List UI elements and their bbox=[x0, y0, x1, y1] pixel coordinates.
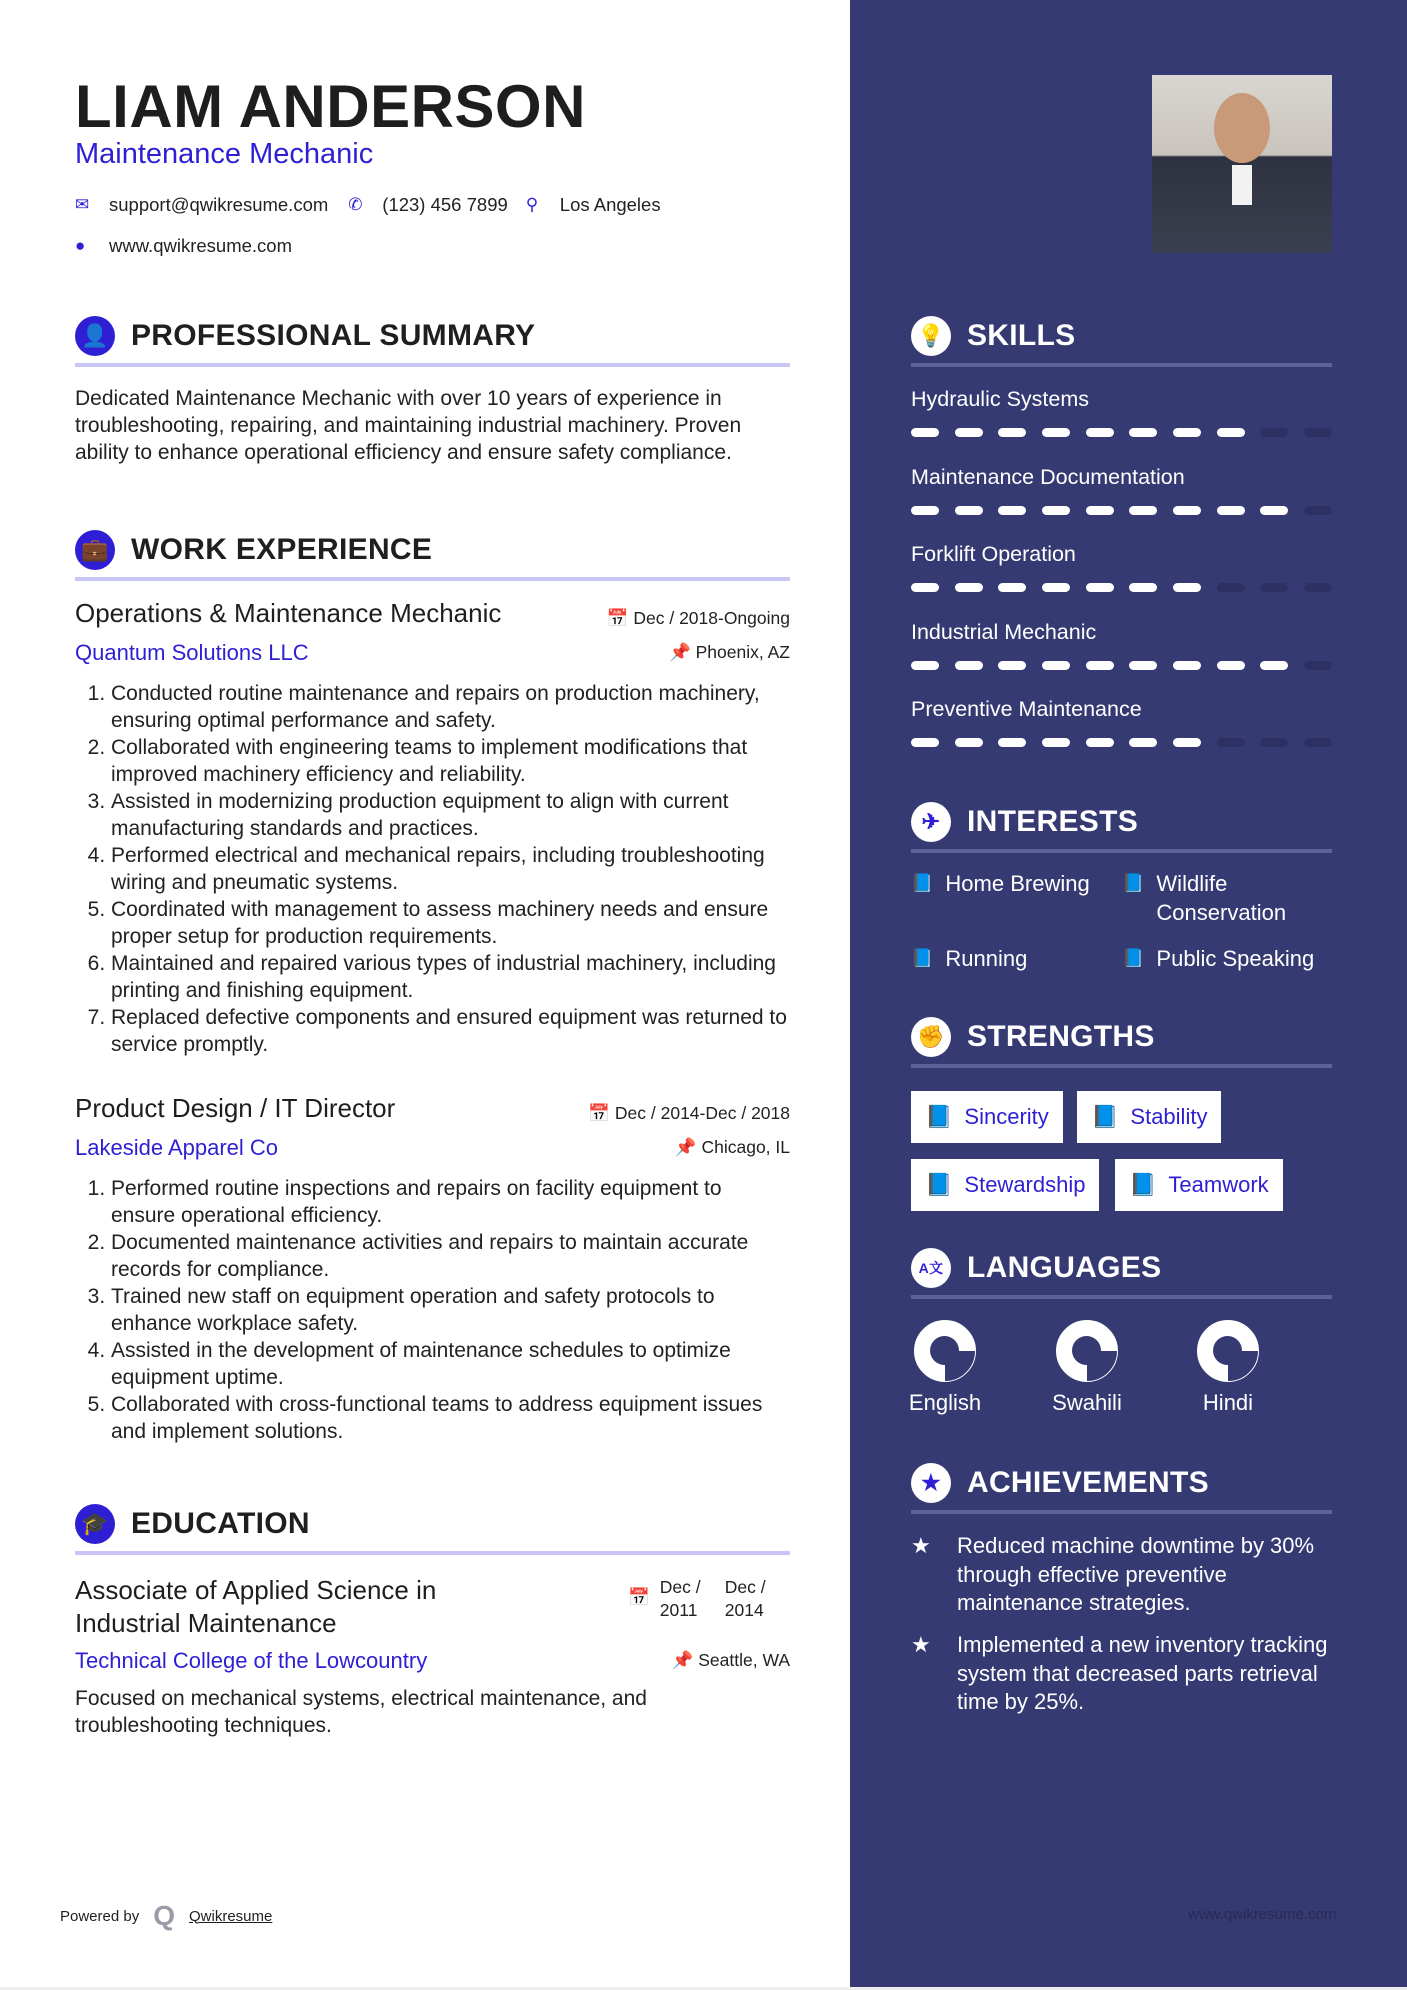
book-icon: 📘 bbox=[1129, 1172, 1157, 1197]
skill-item bbox=[911, 387, 1332, 465]
summary-text: Dedicated Maintenance Mechanic with over 10 years of experience in troubleshooting, repairing, and maintaining industrial machinery. Proven ability to enhance operational efficiency and ensure safety compliance. bbox=[75, 387, 742, 464]
job-location: 📌 Chicago, IL bbox=[674, 1137, 790, 1157]
skill-level-dash bbox=[911, 661, 939, 670]
skill-level-dash bbox=[1129, 506, 1157, 515]
skill-level-dash bbox=[955, 583, 983, 592]
school: Technical College of the Lowcountry bbox=[75, 1648, 428, 1673]
skill-level-dash bbox=[1129, 428, 1157, 437]
skill-item bbox=[911, 542, 1332, 620]
summary-heading: 👤 PROFESSIONAL SUMMARY bbox=[75, 316, 535, 356]
divider bbox=[911, 1295, 1332, 1299]
calendar-icon: 📅 bbox=[606, 608, 634, 628]
globe-icon: ● bbox=[75, 236, 86, 255]
skill-level-dash bbox=[911, 583, 939, 592]
skill-level-dash bbox=[1086, 661, 1114, 670]
job-location: 📌 Phoenix, AZ bbox=[668, 642, 790, 662]
education-heading: 🎓 EDUCATION bbox=[75, 1504, 310, 1544]
skill-item bbox=[911, 465, 1332, 543]
skill-level-bar bbox=[911, 661, 1332, 670]
paper-plane-icon: ✈ bbox=[911, 802, 951, 842]
website[interactable]: www.qwikresume.com bbox=[109, 235, 292, 256]
divider bbox=[911, 1064, 1332, 1068]
job-date: 📅 Dec / 2014-Dec / 2018 bbox=[588, 1103, 790, 1123]
location: Los Angeles bbox=[559, 194, 661, 215]
bullet-item: 3. Trained new staff on equipment operation and safety protocols to enhance workplace safety. bbox=[111, 1283, 790, 1337]
star-icon: ★ bbox=[911, 1533, 931, 1558]
profile-photo bbox=[1152, 75, 1332, 253]
skill-name: Hydraulic Systems bbox=[911, 387, 1090, 411]
bullet-item: 2. Documented maintenance activities and repairs to maintain accurate records for compliance. bbox=[111, 1229, 790, 1283]
job-title: Product Design / IT Director bbox=[75, 1093, 396, 1123]
language-name: Hindi bbox=[1202, 1390, 1254, 1415]
qwikresume-link[interactable]: Qwikresume bbox=[189, 1907, 273, 1925]
skill-level-dash bbox=[998, 428, 1026, 437]
skill-level-dash bbox=[1086, 506, 1114, 515]
language-level-ring bbox=[1056, 1320, 1118, 1382]
book-icon: 📘 bbox=[925, 1104, 953, 1129]
bullet-item: 5. Collaborated with cross-functional teams to address equipment issues and implement solutions. bbox=[111, 1391, 790, 1445]
pin-icon: 📌 bbox=[671, 1650, 699, 1670]
skill-level-dash bbox=[911, 738, 939, 747]
skill-level-dash bbox=[1260, 428, 1288, 437]
language-level-ring bbox=[1197, 1320, 1259, 1382]
skill-level-dash bbox=[1304, 738, 1332, 747]
phone-icon: ✆ bbox=[348, 195, 363, 214]
skill-level-dash bbox=[1260, 583, 1288, 592]
strength-tag: 📘 Sincerity bbox=[911, 1091, 1063, 1143]
job-entry bbox=[75, 1093, 790, 1445]
strength-tag: 📘 Stability bbox=[1077, 1091, 1221, 1143]
skill-level-dash bbox=[1086, 428, 1114, 437]
interest-item: 📘 Running bbox=[911, 946, 1028, 971]
skill-level-dash bbox=[1173, 661, 1201, 670]
envelope-icon: ✉ bbox=[75, 195, 90, 214]
skill-level-dash bbox=[1260, 506, 1288, 515]
skill-level-dash bbox=[1042, 661, 1070, 670]
skill-level-dash bbox=[1217, 738, 1245, 747]
skill-level-dash bbox=[1217, 661, 1245, 670]
pin-icon: 📌 bbox=[674, 1137, 702, 1157]
skill-level-dash bbox=[955, 738, 983, 747]
skill-level-dash bbox=[998, 506, 1026, 515]
skill-level-dash bbox=[1129, 583, 1157, 592]
star-icon: ★ bbox=[911, 1632, 931, 1657]
bullet-item: 5. Coordinated with management to assess machinery needs and ensure proper setup for production requirements. bbox=[111, 896, 790, 950]
skill-level-dash bbox=[955, 506, 983, 515]
education-dates: 📅 Dec / 2011 Dec / 2014 bbox=[628, 1577, 766, 1620]
skill-name: Forklift Operation bbox=[911, 542, 1076, 566]
divider bbox=[75, 577, 790, 581]
briefcase-icon: 💼 bbox=[75, 530, 115, 570]
calendar-icon: 📅 bbox=[628, 1587, 650, 1607]
strength-tag: 📘 Stewardship bbox=[911, 1159, 1099, 1211]
achievement-item: ★ Implemented a new inventory tracking system that decreased parts retrieval time by 25%. bbox=[911, 1631, 1331, 1717]
skill-level-dash bbox=[1173, 506, 1201, 515]
skill-level-dash bbox=[1304, 661, 1332, 670]
bullet-item: 2. Collaborated with engineering teams to implement modifications that improved machinery efficiency and reliability. bbox=[111, 734, 790, 788]
skill-level-dash bbox=[998, 738, 1026, 747]
skill-level-dash bbox=[998, 661, 1026, 670]
skill-level-dash bbox=[955, 661, 983, 670]
education-location: 📌 Seattle, WA bbox=[671, 1650, 790, 1670]
skills-list bbox=[911, 387, 1332, 775]
achievements-heading: ★ ACHIEVEMENTS bbox=[911, 1463, 1209, 1503]
skill-level-dash bbox=[1304, 428, 1332, 437]
skill-level-dash bbox=[1042, 583, 1070, 592]
divider bbox=[911, 1510, 1332, 1514]
book-icon: 📘 bbox=[1122, 948, 1145, 968]
interest-item: 📘 Home Brewing bbox=[911, 871, 1090, 896]
job-entry bbox=[75, 598, 790, 1058]
degree: Associate of Applied Science in Industrial Maintenance bbox=[75, 1575, 437, 1638]
interest-item: 📘 Wildlife Conservation bbox=[1122, 871, 1287, 925]
footer-site[interactable]: www.qwikresume.com bbox=[1188, 1906, 1337, 1923]
skill-level-dash bbox=[1304, 506, 1332, 515]
skill-level-dash bbox=[1217, 506, 1245, 515]
skill-level-dash bbox=[1129, 738, 1157, 747]
skill-level-dash bbox=[1304, 583, 1332, 592]
skill-level-dash bbox=[911, 506, 939, 515]
company: Lakeside Apparel Co bbox=[75, 1135, 279, 1160]
language-name: Swahili bbox=[1052, 1390, 1122, 1415]
skill-level-dash bbox=[955, 428, 983, 437]
interests-heading: ✈ INTERESTS bbox=[911, 802, 1138, 842]
education-description: Focused on mechanical systems, electrical maintenance, and troubleshooting techniques. bbox=[75, 1687, 647, 1737]
skill-level-dash bbox=[1260, 738, 1288, 747]
skill-level-dash bbox=[1042, 506, 1070, 515]
divider bbox=[75, 1551, 790, 1555]
book-icon: 📘 bbox=[925, 1172, 953, 1197]
translate-icon: A文 bbox=[911, 1248, 951, 1288]
language-name: English bbox=[908, 1390, 982, 1415]
candidate-title: Maintenance Mechanic bbox=[75, 138, 374, 170]
skill-level-dash bbox=[1173, 738, 1201, 747]
bullet-item: 7. Replaced defective components and ensured equipment was returned to service promptly. bbox=[111, 1004, 790, 1058]
skill-level-bar bbox=[911, 428, 1332, 437]
language-level-ring bbox=[914, 1320, 976, 1382]
skill-name: Maintenance Documentation bbox=[911, 464, 1185, 489]
bullet-item: 1. Conducted routine maintenance and repairs on production machinery, ensuring optimal performance and safety. bbox=[111, 680, 790, 734]
skill-level-dash bbox=[1086, 738, 1114, 747]
bullet-item: 6. Maintained and repaired various types of industrial machinery, including printing and finishing equipment. bbox=[111, 950, 790, 1004]
interest-item: 📘 Public Speaking bbox=[1122, 946, 1315, 971]
skill-level-dash bbox=[1217, 583, 1245, 592]
book-icon: 📘 bbox=[1122, 873, 1145, 893]
qwikresume-logo-icon: Q bbox=[153, 1900, 175, 1931]
skill-level-dash bbox=[1173, 583, 1201, 592]
skill-level-dash bbox=[1129, 661, 1157, 670]
email[interactable]: support@qwikresume.com bbox=[109, 194, 329, 215]
bullet-item: 4. Assisted in the development of maintenance schedules to optimize equipment uptime. bbox=[111, 1337, 790, 1391]
skill-name: Industrial Mechanic bbox=[911, 619, 1097, 644]
star-badge-icon: ★ bbox=[911, 1463, 951, 1503]
strength-tag: 📘 Teamwork bbox=[1115, 1159, 1283, 1211]
divider bbox=[75, 363, 790, 367]
calendar-icon: 📅 bbox=[588, 1103, 615, 1123]
skill-level-dash bbox=[1086, 583, 1114, 592]
achievement-item: ★ Reduced machine downtime by 30% through effective preventive maintenance strategies. bbox=[911, 1532, 1331, 1618]
book-icon: 📘 bbox=[911, 948, 934, 968]
languages-heading: A文 LANGUAGES bbox=[911, 1248, 1161, 1288]
book-icon: 📘 bbox=[911, 873, 934, 893]
map-pin-icon: ⚲ bbox=[525, 195, 539, 214]
phone: (123) 456 7899 bbox=[382, 194, 508, 215]
website-row bbox=[75, 235, 292, 257]
book-icon: 📘 bbox=[1091, 1104, 1119, 1129]
skill-level-dash bbox=[911, 428, 939, 437]
footer-powered: Powered by Q Qwikresume bbox=[60, 1900, 273, 1931]
skill-item bbox=[911, 697, 1332, 775]
pin-icon: 📌 bbox=[668, 642, 696, 662]
experience-heading: 💼 WORK EXPERIENCE bbox=[75, 530, 432, 570]
job-title: Operations & Maintenance Mechanic bbox=[75, 598, 502, 628]
skill-level-bar bbox=[911, 506, 1332, 515]
language-item bbox=[1017, 1320, 1157, 1416]
skill-level-dash bbox=[1173, 428, 1201, 437]
language-item bbox=[875, 1320, 1015, 1416]
bullet-item: 4. Performed electrical and mechanical repairs, including troubleshooting wiring and pneumatic systems. bbox=[111, 842, 790, 896]
skill-level-dash bbox=[1217, 428, 1245, 437]
bullet-item: 1. Performed routine inspections and repairs on facility equipment to ensure operational efficiency. bbox=[111, 1175, 790, 1229]
job-bullets bbox=[75, 1175, 790, 1445]
skills-heading: 💡 SKILLS bbox=[911, 316, 1075, 356]
skill-level-dash bbox=[1042, 738, 1070, 747]
skill-level-dash bbox=[1042, 428, 1070, 437]
job-date: 📅 Dec / 2018-Ongoing bbox=[606, 608, 790, 628]
skill-name: Preventive Maintenance bbox=[911, 697, 1142, 721]
strengths-heading: ✊ STRENGTHS bbox=[911, 1017, 1155, 1057]
lightbulb-icon: 💡 bbox=[911, 316, 951, 356]
skill-level-bar bbox=[911, 583, 1332, 592]
fist-icon: ✊ bbox=[911, 1017, 951, 1057]
graduation-icon: 🎓 bbox=[75, 1504, 115, 1544]
skill-level-bar bbox=[911, 738, 1332, 747]
bullet-item: 3. Assisted in modernizing production equipment to align with current manufacturing standards and practices. bbox=[111, 788, 790, 842]
user-icon: 👤 bbox=[75, 316, 115, 356]
divider bbox=[911, 849, 1332, 853]
company: Quantum Solutions LLC bbox=[75, 640, 309, 665]
skill-level-dash bbox=[998, 583, 1026, 592]
skill-item bbox=[911, 620, 1332, 698]
skill-level-dash bbox=[1260, 661, 1288, 670]
candidate-name: LIAM ANDERSON bbox=[75, 73, 586, 140]
language-item bbox=[1158, 1320, 1298, 1416]
job-bullets bbox=[75, 680, 790, 1058]
divider bbox=[911, 363, 1332, 367]
contact-row bbox=[75, 194, 661, 216]
